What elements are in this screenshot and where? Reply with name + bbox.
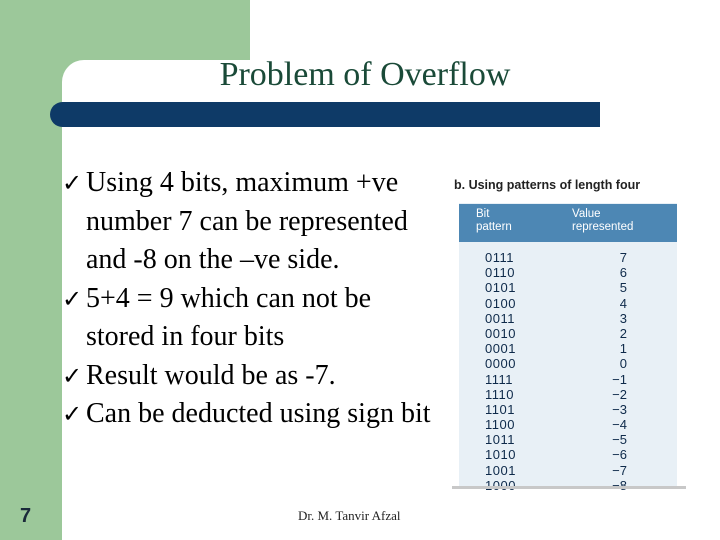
value-cell: 5 xyxy=(619,280,627,296)
header-bit-pattern: Bit pattern xyxy=(476,208,512,233)
value-cell: 3 xyxy=(619,310,627,326)
footer-author: Dr. M. Tanvir Afzal xyxy=(298,508,401,523)
bullet-text: Can be deducted using sign bit xyxy=(86,398,431,429)
value-cell: −7 xyxy=(612,462,627,478)
table-row xyxy=(459,250,677,265)
bullet-item xyxy=(62,395,442,434)
checkmark-icon: ✓ xyxy=(62,400,83,428)
table-row xyxy=(459,372,677,387)
value-cell: 0 xyxy=(619,356,627,372)
table-row xyxy=(459,326,677,341)
table-caption: b. Using patterns of length four xyxy=(454,178,641,192)
bit-pattern-cell: 1100 xyxy=(485,417,515,433)
table-header xyxy=(459,204,677,242)
bit-pattern-cell: 0011 xyxy=(485,310,515,326)
bit-pattern-cell: 0100 xyxy=(485,295,516,311)
checkmark-icon: ✓ xyxy=(62,284,83,313)
table-row xyxy=(459,432,677,447)
bit-pattern-cell: 0000 xyxy=(485,356,516,372)
table-row xyxy=(459,265,677,280)
checkmark-icon: ✓ xyxy=(62,361,83,390)
bullet-item xyxy=(62,357,442,396)
value-cell: −3 xyxy=(612,401,627,417)
bit-pattern-cell: 1110 xyxy=(485,386,514,402)
table-row xyxy=(459,311,677,326)
value-cell: 4 xyxy=(619,295,627,311)
slide-title: Problem of Overflow xyxy=(219,56,511,93)
value-cell: 1 xyxy=(619,341,627,357)
table-row xyxy=(459,387,677,402)
value-cell: −1 xyxy=(612,371,627,387)
bit-pattern-cell: 0111 xyxy=(485,250,514,265)
table-row xyxy=(459,280,677,295)
bit-pattern-cell: 0101 xyxy=(485,280,516,296)
value-cell: 7 xyxy=(619,250,627,265)
table-bottom-rule xyxy=(452,486,686,489)
header-value-represented: Value represented xyxy=(572,208,634,233)
bullet-list xyxy=(62,164,442,434)
table-row xyxy=(459,296,677,311)
value-cell: −4 xyxy=(612,417,627,433)
bit-pattern-cell: 0010 xyxy=(485,325,516,341)
table-row xyxy=(459,417,677,432)
bullet-item xyxy=(62,280,442,357)
table-row xyxy=(459,341,677,356)
title-underline-bar xyxy=(50,102,600,127)
table-row xyxy=(459,402,677,417)
decor-green-sidebar xyxy=(0,102,62,540)
value-cell: −6 xyxy=(612,447,627,463)
bullet-text: Result would be as -7. xyxy=(86,359,336,391)
bit-pattern-cell: 1010 xyxy=(485,447,516,463)
bit-pattern-cell: 0001 xyxy=(485,341,516,357)
checkmark-icon: ✓ xyxy=(62,169,83,197)
value-cell: −5 xyxy=(612,432,627,448)
bit-pattern-cell: 1101 xyxy=(485,401,515,417)
bit-pattern-cell: 1001 xyxy=(485,462,516,478)
table-row xyxy=(459,463,677,478)
bullet-text: 5+4 = 9 which can not be stored in four bits xyxy=(86,282,372,352)
bit-pattern-cell: 1011 xyxy=(485,432,515,448)
value-cell: 2 xyxy=(619,325,627,341)
table-row xyxy=(459,356,677,371)
table-rows xyxy=(459,250,677,493)
bit-pattern-cell: 1111 xyxy=(485,371,514,387)
bullet-text: Using 4 bits, maximum +ve number 7 can be represented and -8 on the –ve side. xyxy=(86,167,408,275)
bit-pattern-cell: 0110 xyxy=(485,265,515,281)
bullet-item xyxy=(62,164,442,280)
table-row xyxy=(459,447,677,462)
slide-number: 7 xyxy=(20,505,32,527)
value-cell: −2 xyxy=(612,386,627,402)
value-cell: 6 xyxy=(619,265,627,281)
